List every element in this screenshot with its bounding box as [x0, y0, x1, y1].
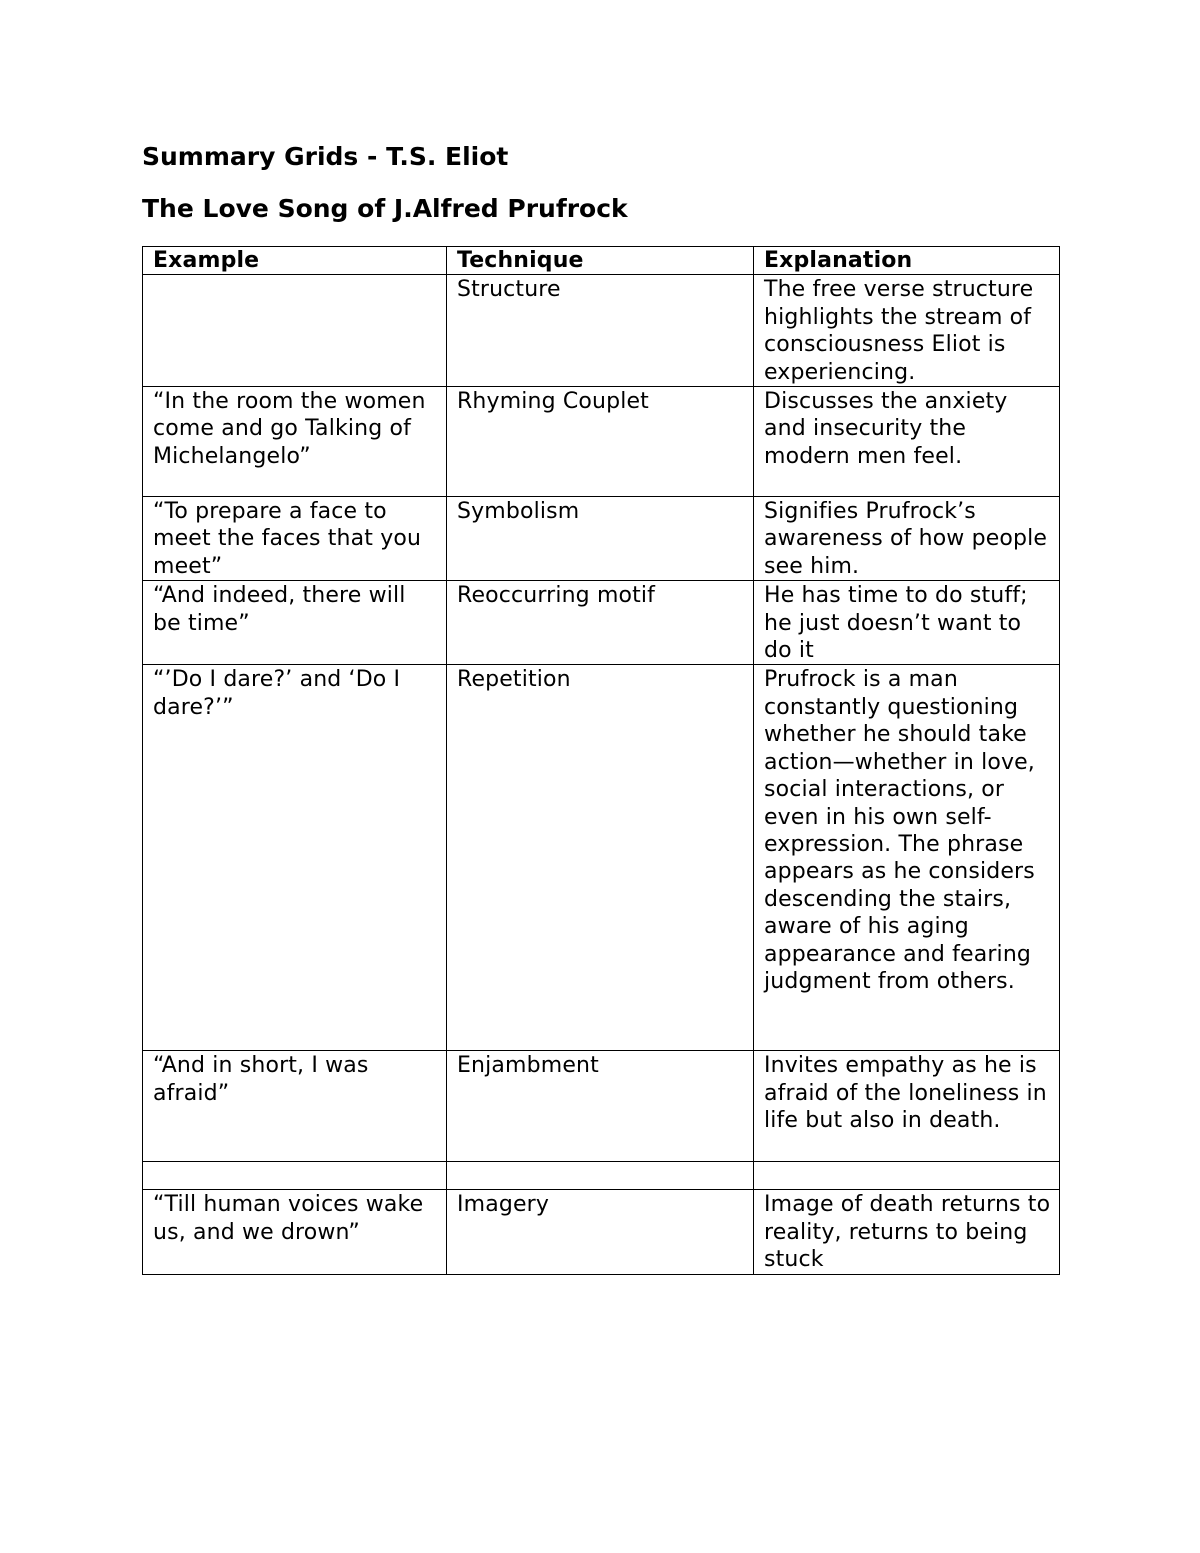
explanation-cell: Prufrock is a man constantly questioning whether he should take action—whether in love, social interactions, or even in his own self-expression. The phrase appears as he considers descending the stairs, aware of his aging appearance and fearing judgment from others.: [754, 665, 1060, 1051]
document-title: Summary Grids - T.S. Eliot: [142, 142, 509, 171]
technique-cell: Rhyming Couplet: [447, 387, 754, 497]
technique-cell: [447, 1162, 754, 1190]
example-cell: [143, 1162, 447, 1190]
table-row: [143, 275, 1060, 387]
document-subtitle: The Love Song of J.Alfred Prufrock: [142, 194, 628, 223]
explanation-cell: He has time to do stuff; he just doesn’t want to do it: [754, 581, 1060, 665]
example-cell: “Till human voices wake us, and we drown”: [143, 1190, 447, 1274]
summary-grid-table: [142, 246, 1060, 1275]
header-explanation: Explanation: [754, 247, 1060, 275]
technique-cell: Imagery: [447, 1190, 754, 1274]
technique-cell: Repetition: [447, 665, 754, 1051]
explanation-cell: [754, 1162, 1060, 1190]
table-row: [143, 497, 1060, 581]
explanation-cell: Invites empathy as he is afraid of the loneliness in life but also in death.: [754, 1051, 1060, 1162]
technique-cell: Enjambment: [447, 1051, 754, 1162]
table-row: [143, 581, 1060, 665]
technique-cell: Symbolism: [447, 497, 754, 581]
explanation-cell: Signifies Prufrock’s awareness of how people see him.: [754, 497, 1060, 581]
explanation-cell: Discusses the anxiety and insecurity the modern men feel.: [754, 387, 1060, 497]
table-row-empty: [143, 1162, 1060, 1190]
example-cell: “To prepare a face to meet the faces that you meet”: [143, 497, 447, 581]
explanation-cell: The free verse structure highlights the stream of consciousness Eliot is experiencing.: [754, 275, 1060, 387]
header-example: Example: [143, 247, 447, 275]
example-cell: “In the room the women come and go Talking of Michelangelo”: [143, 387, 447, 497]
example-cell: [143, 275, 447, 387]
explanation-cell: Image of death returns to reality, returns to being stuck: [754, 1190, 1060, 1274]
table-row: [143, 387, 1060, 497]
table-row: [143, 1190, 1060, 1274]
table-header-row: [143, 247, 1060, 275]
technique-cell: Structure: [447, 275, 754, 387]
example-cell: “’Do I dare?’ and ‘Do I dare?’”: [143, 665, 447, 1051]
table-row: [143, 665, 1060, 1051]
table-row: [143, 1051, 1060, 1162]
example-cell: “And in short, I was afraid”: [143, 1051, 447, 1162]
header-technique: Technique: [447, 247, 754, 275]
example-cell: “And indeed, there will be time”: [143, 581, 447, 665]
technique-cell: Reoccurring motif: [447, 581, 754, 665]
